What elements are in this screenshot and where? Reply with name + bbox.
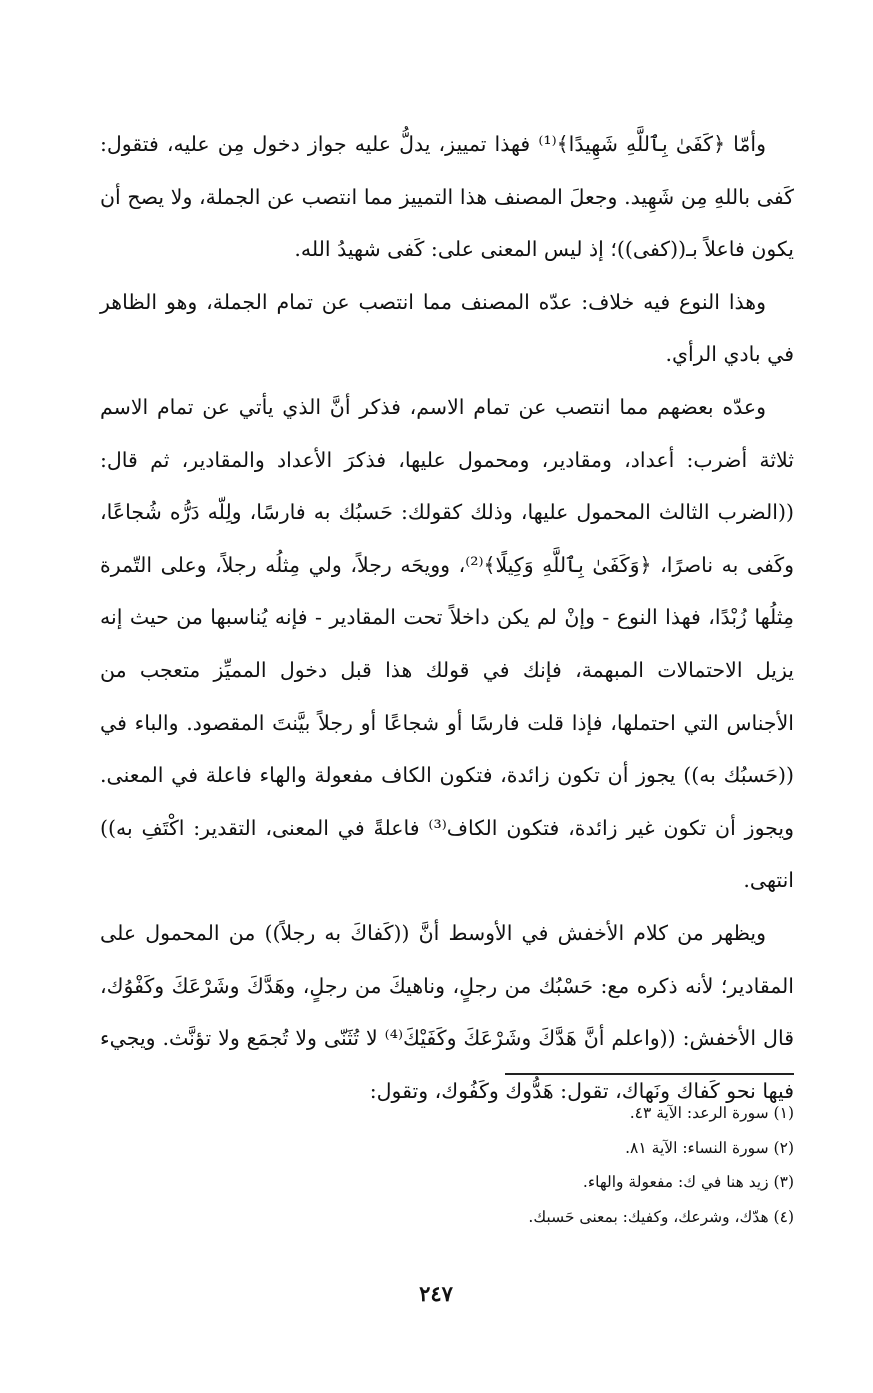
footnote-divider	[505, 1073, 794, 1075]
footnote-1: (١) سورة الرعد: الآية ٤٣.	[629, 1104, 794, 1122]
paragraph-3: وعدّه بعضهم مما انتصب عن تمام الاسم، فذكر أنَّ الذي يأتي عن تمام الاسم ثلاثة أضرب: أعداد، ومقادير، ومحمول عليها، فذكرَ الأعداد والمقادير، ثم قال: ((الضرب الثالث المحمول عليها، وذلك كقولك: حَسبُك به فارسًا، ولِلّه دَرُّه شُجاعًا، وكَفى به ناصرًا، ﴿وَكَفَىٰ بِٱللَّهِ وَكِيلًا﴾⁽²⁾، وويحَه رجلاً، ولي مِثلُه رجلاً، وعلى التّمرة مِثلُها زُبْدًا، فهذا النوع - وإنْ لم يكن داخلاً تحت المقادير - فإنه يُناسبها من حيث إنه يزيل الاحتمالات المبهمة، فإنك في قولك هذا قبل دخول المميِّز متعجب من الأجناس التي احتملها، فإذا قلت فارسًا أو شجاعًا أو رجلاً بيَّنتَ المقصود. والباء في ((حَسبُك به)) يجوز أن تكون زائدة، فتكون الكاف مفعولة والهاء فاعلة في المعنى. ويجوز أن تكون غير زائدة، فتكون الكاف⁽³⁾ فاعلةً في المعنى، التقدير: اكْتَفِ به)) انتهى.	[100, 394, 794, 893]
paragraph-2: وهذا النوع فيه خلاف: عدّه المصنف مما انتصب عن تمام الجملة، وهو الظاهر في بادي الرأي.	[100, 289, 794, 367]
footnote-3: (٣) زيد هنا في ك: مفعولة والهاء.	[582, 1173, 794, 1191]
paragraph-1: وأمّا ﴿كَفَىٰ بِٱللَّهِ شَهِيدًا﴾⁽¹⁾ فهذا تمييز، يدلُّ عليه جواز دخول مِن عليه، فتقول: كَفى باللهِ مِن شَهِيد. وجعلَ المصنف هذا التمييز مما انتصب عن الجملة، ولا يصح أن يكون فاعلاً بـ((كفى))؛ إذ ليس المعنى على: كَفى شهيدُ الله.	[100, 132, 795, 262]
paragraph-4: ويظهر من كلام الأخفش في الأوسط أنَّ ((كَفاكَ به رجلاً)) من المحمول على المقادير؛ لأنه ذكره مع: حَسْبُك من رجلٍ، وناهيكَ من رجلٍ، وهَدَّكَ وشَرْعَكَ وكَفْوُك، قال الأخفش: ((واعلم أنَّ هَدَّكَ وشَرْعَكَ وكَفَيْكَ⁽⁴⁾ لا تُثَنّى ولا تُجمَع ولا تؤنَّث. ويجيء فيها نحو كَفاك ونَهاك، تقول: هَدُّوك وكَفُوك، وتقول:	[100, 920, 795, 1103]
footnote-2: (٢) سورة النساء: الآية ٨١.	[625, 1138, 794, 1157]
footnotes	[300, 1096, 794, 1234]
main-text	[100, 118, 794, 1117]
page-number: ٢٤٧	[419, 1281, 453, 1306]
footnote-4: (٤) هدّك، وشرعك، وكفيك: بمعنى حَسبك.	[528, 1207, 794, 1226]
